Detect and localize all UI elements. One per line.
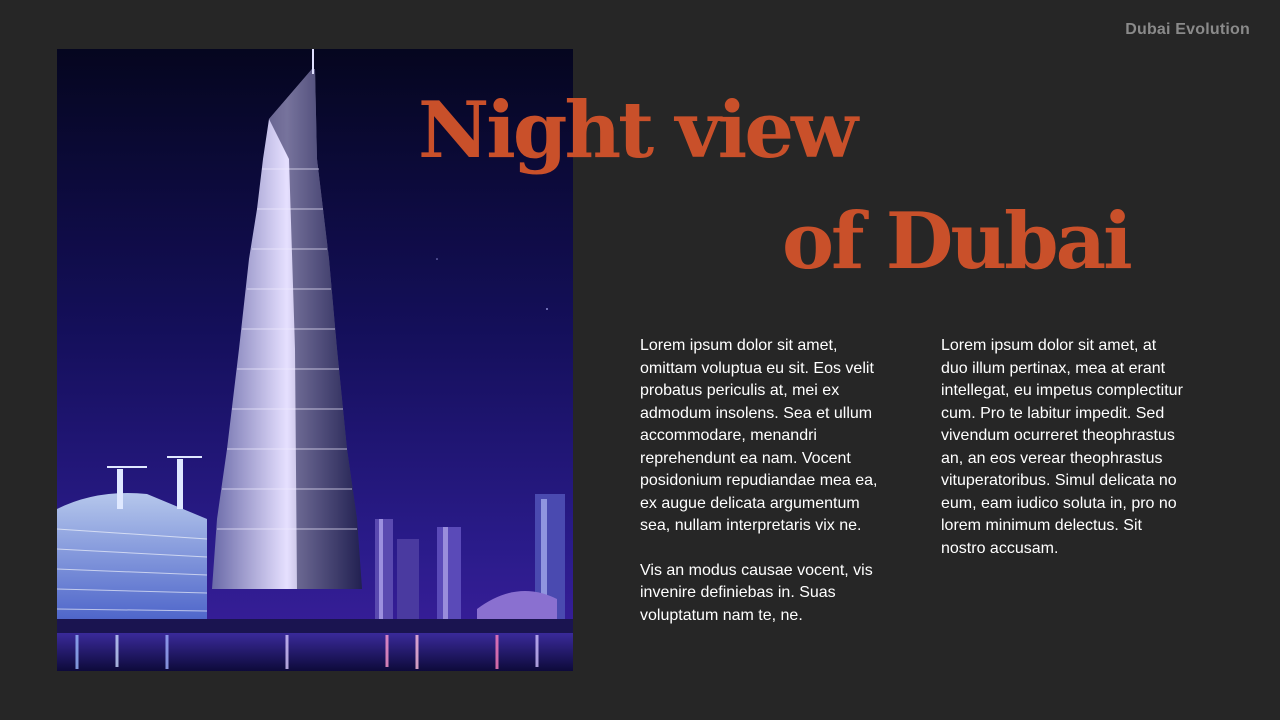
page-title-line2: of Dubai: [782, 196, 1130, 287]
brand-label: Dubai Evolution: [1125, 21, 1250, 38]
right-text-column: [941, 335, 1186, 582]
right-paragraph-1: Lorem ipsum dolor sit amet, at duo illum pertinax, mea at erant intellegat, eu impetus complectitur cum. Pro te labitur impedit. Sed vivendum ocurreret theophrastus an, an eos verear theophrastus vituperatoribus. Simul delicata no eum, eam iudico soluta in, pro no lorem minimum delectus. Sit nostro accusam.: [941, 337, 1183, 557]
left-paragraph-2: Vis an modus causae vocent, vis invenire definiebas in. Suas voluptatum nam te, ne.: [640, 561, 873, 624]
left-text-column: [640, 335, 890, 649]
left-paragraph-1: Lorem ipsum dolor sit amet, omittam voluptua eu sit. Eos velit probatus periculis at, mei ex admodum insolens. Sea et ullum accommodare, menandri reprehendunt ea nam. Vocent posidonium repudiandae mea ea, ex augue delicata argumentum sea, nullam interpretaris vix ne.: [640, 337, 878, 534]
page-title-line1: Night view: [418, 85, 856, 176]
